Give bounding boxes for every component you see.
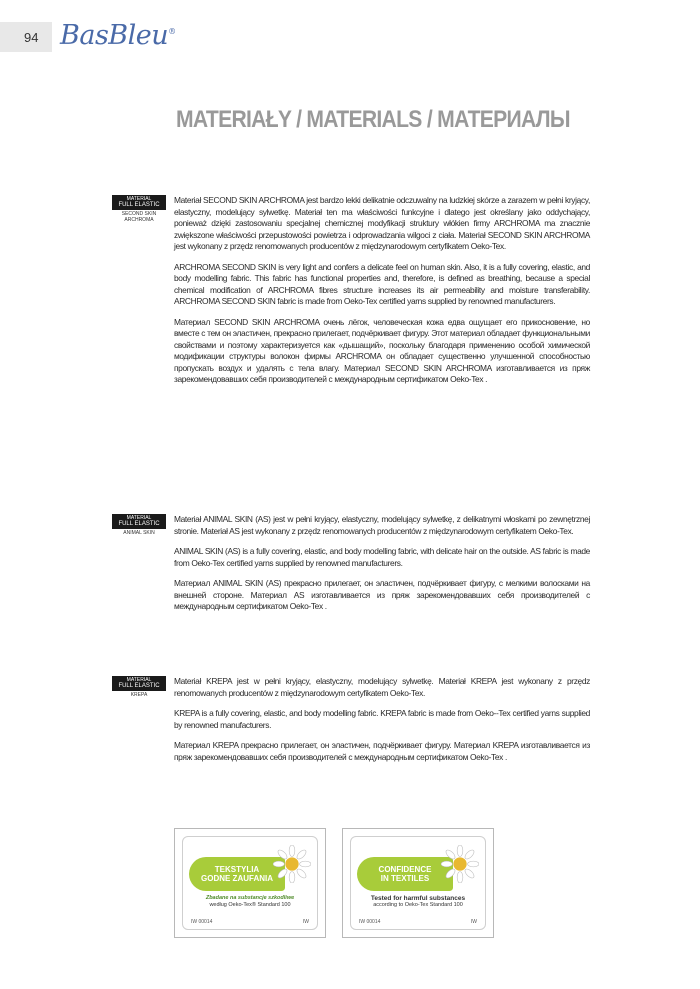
- material-label-name: KREPA: [130, 692, 148, 698]
- material-description: [174, 195, 590, 395]
- badge-line-1: TEKSTYLIA: [214, 865, 260, 874]
- certificate-badge: [357, 857, 453, 891]
- material-label-top: MATERIAL: [126, 515, 152, 521]
- daisy-icon: [273, 845, 311, 883]
- material-label-top: MATERIAL: [126, 196, 152, 202]
- certificate-badge: [189, 857, 285, 891]
- registered-mark: ®: [168, 27, 176, 36]
- daisy-icon: [441, 845, 479, 883]
- material-label: [112, 514, 166, 536]
- brand-logo-text: BasBleu: [60, 20, 169, 51]
- brand-logo: [60, 20, 176, 51]
- certificate-label: [350, 836, 486, 930]
- oeko-tex-certificate-pl: [174, 828, 326, 938]
- description-en: KREPA is a fully covering, elastic, and body modelling fabric. KREPA fabric is made from Oeko--Tex certified yarns supplied by renowned manufacturers.: [174, 708, 590, 730]
- certificate-text: [357, 895, 479, 909]
- material-label: [112, 676, 166, 698]
- page-title: MATERIAŁY / MATERIALS / МАТЕРИАЛЫ: [176, 106, 570, 133]
- material-label-top: MATERIAL: [126, 677, 152, 683]
- badge-line-1: CONFIDENCE: [378, 865, 432, 874]
- description-en: ANIMAL SKIN (AS) is a fully covering, elastic, and body modelling fabric, with delicate hair on the outside. AS fabric is made from Oeko-Tex certified yarns supplied by renowned manufacturers.: [174, 546, 590, 568]
- description-en: ARCHROMA SECOND SKIN is very light and confers a delicate feel on human skin. Also, it is a fully covering, elastic, and body modelling fabric. This fabric has functional properties and, therefore, is defined as breathing, because a special chemical modification of ARCHROMA fibres structure increases its air permeability and moisture transferability. ARCHROMA SECOND SKIN fabric is made from Oeko-Tex certified yarns supplied by renowned manufacturers.: [174, 261, 590, 306]
- certificate-code: IW 00014: [191, 919, 213, 925]
- material-label-main: FULL ELASTIC: [118, 202, 160, 208]
- oeko-tex-certificate-en: [342, 828, 494, 938]
- certificate-tagline: Tested for harmful substances: [370, 895, 466, 902]
- certificate-code-row: [191, 919, 309, 925]
- material-label-badge: [112, 195, 166, 210]
- certificate-text: [189, 895, 311, 909]
- certificate-code: IW 00014: [359, 919, 381, 925]
- badge-line-2: GODNE ZAUFANIA: [201, 874, 273, 883]
- description-ru: Материал KREPA прекрасно прилегает, он эластичен, подчёркивает фигуру. Материал KREPA изготавливается из пряж зарекомендовавших себя производителей с международным сертификатом Oeko-Tex .: [174, 740, 590, 762]
- description-ru: Материал ANIMAL SKIN (AS) прекрасно прилегает, он эластичен, подчёркивает фигуру, с мелкими волосками на внешней стороне. Материал AS изготавливается из пряж зарекомендовавших себя производителей с международным сертификатом Oeko-Tex .: [174, 578, 590, 611]
- material-description: [174, 514, 590, 622]
- material-label-name: ANIMAL SKIN: [123, 530, 155, 536]
- material-label-badge: [112, 514, 166, 529]
- material-label-name: SECOND SKIN ARCHROMA: [121, 211, 157, 223]
- certificate-institute: IW: [302, 919, 309, 925]
- material-label-main: FULL ELASTIC: [118, 521, 160, 527]
- description-pl: Materiał SECOND SKIN ARCHROMA jest bardzo lekki delikatnie odczuwalny na ludzkiej skórze a zarazem w pełni kryjący, elastyczny, modelujący sylwetkę. Materiał ten ma właściwości funkcyjne i dlatego jest określany jako oddychający, ponieważ dzięki zastosowaniu specjalnej chemicznej modyfikacji struktury włókien firmy ARCHROMA ma znacznie zwiększone właściwości przepustowości powietrza i odprowadzania wilgoci z ciała. Materiał SECOND SKIN ARCHROMA jest wykonany z przędz renomowanych producentów z międzynarodowym certyfikatem Oeko-Tex.: [174, 195, 590, 251]
- description-ru: Материал SECOND SKIN ARCHROMA очень лёгок, человеческая кожа едва ощущает его прикосновение, но вместе с тем он эластичен, прекрасно прилегает, подчёркивает фигуру. Этот материал обладает функциональными свойствами и поэтому характеризуется как «дышащий», поскольку благодаря применению особой химической модификации структуры волокон фирмы ARCHROMA он обладает существенно улучшенной способностью пропускать воздух и удалять с тела влагу. Материал SECOND SKIN ARCHROMA изготавливается из пряж зарекомендовавших себя производителей с международным сертификатом Oeko-Tex .: [174, 316, 590, 384]
- material-label-badge: [112, 676, 166, 691]
- badge-line-2: IN TEXTILES: [380, 874, 430, 883]
- material-label-main: FULL ELASTIC: [118, 683, 160, 689]
- page-number: 94: [24, 30, 39, 45]
- certificate-standard: according to Oeko-Tex Standard 100: [373, 902, 463, 908]
- certificate-tagline: Zbadane na substancje szkodliwe: [205, 895, 295, 901]
- certificate-institute: IW: [470, 919, 477, 925]
- material-label: [112, 195, 166, 223]
- certificate-standard: według Oeko-Tex® Standard 100: [209, 902, 291, 908]
- certificate-label: [182, 836, 318, 930]
- description-pl: Materiał KREPA jest w pełni kryjący, elastyczny, modelujący sylwetkę. Materiał KREPA jest wykonany z przędz renomowanych producentów z międzynarodowym certyfikatem Oeko-Tex.: [174, 676, 590, 698]
- description-pl: Materiał ANIMAL SKIN (AS) jest w pełni kryjący, elastyczny, modelujący sylwetkę, z delikatnymi włoskami po zewnętrznej stronie. Materiał AS jest wykonany z przędz renomowanych producentów z międzynarodowym certyfikatem Oeko-Tex.: [174, 514, 590, 536]
- material-description: [174, 676, 590, 772]
- certificate-code-row: [359, 919, 477, 925]
